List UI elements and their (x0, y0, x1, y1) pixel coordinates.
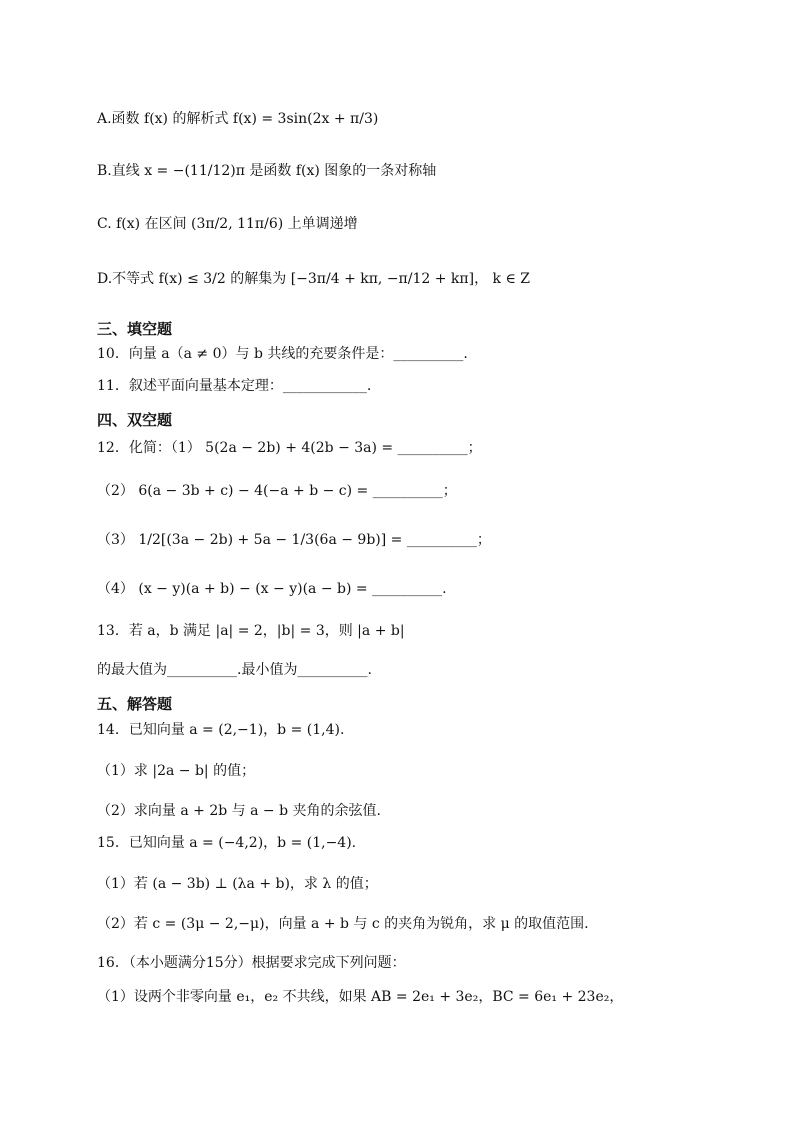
option-c: C. f(x) 在区间 (3π/2, 11π/6) 上单调递增 (97, 216, 358, 232)
question-12-part-3: （3） 1/2[(3a − 2b) + 5a − 1/3(6a − 9b)] = __________； (97, 532, 491, 548)
question-12-part-1: 12．化简：（1） 5(2a − 2b) + 4(2b − 3a) = __________； (97, 440, 482, 456)
question-16-part-1: （1）设两个非零向量 e₁，e₂ 不共线，如果 AB = 2e₁ + 3e₂，BC = 6e₁ + 23e₂， (97, 989, 624, 1005)
question-15-part-2: （2）若 c = (3μ − 2,−μ)，向量 a + b 与 c 的夹角为锐角，求 μ 的取值范围. (97, 916, 589, 932)
question-15-part-1: （1）若 (a − 3b) ⊥ (λa + b)，求 λ 的值； (97, 876, 378, 892)
question-13-line-2: 的最大值为__________.最小值为__________. (97, 662, 372, 678)
question-13-line-1: 13．若 a，b 满足 |a| = 2，|b| = 3，则 |a + b| (97, 623, 405, 639)
section-heading-answer: 五、解答题 (97, 695, 173, 713)
question-15: 15．已知向量 a = (−4,2)，b = (1,−4). (97, 835, 357, 851)
option-b: B.直线 x = −(11/12)π 是函数 f(x) 图象的一条对称轴 (97, 163, 437, 179)
option-d: D.不等式 f(x) ≤ 3/2 的解集为 [−3π/4 + kπ, −π/12 + kπ]， k ∈ Z (97, 271, 530, 287)
question-12-part-2: （2） 6(a − 3b + c) − 4(−a + b − c) = __________； (97, 483, 457, 499)
question-14: 14．已知向量 a = (2,−1)，b = (1,4). (97, 722, 345, 738)
question-14-part-2: （2）求向量 a + 2b 与 a − b 夹角的余弦值. (97, 803, 381, 819)
question-16: 16．（本小题满分15分）根据要求完成下列问题： (97, 955, 406, 971)
option-a: A.函数 f(x) 的解析式 f(x) = 3sin(2x + π/3) (97, 111, 379, 127)
question-11: 11．叙述平面向量基本定理：____________. (97, 378, 372, 394)
question-14-part-1: （1）求 |2a − b| 的值； (97, 763, 256, 779)
question-12-part-4: （4） (x − y)(a + b) − (x − y)(a − b) = __________. (97, 581, 447, 597)
question-10: 10．向量 a（a ≠ 0）与 b 共线的充要条件是：__________. (97, 346, 468, 362)
section-heading-double-blank: 四、双空题 (97, 411, 173, 429)
section-heading-fill-blank: 三、填空题 (97, 320, 173, 338)
